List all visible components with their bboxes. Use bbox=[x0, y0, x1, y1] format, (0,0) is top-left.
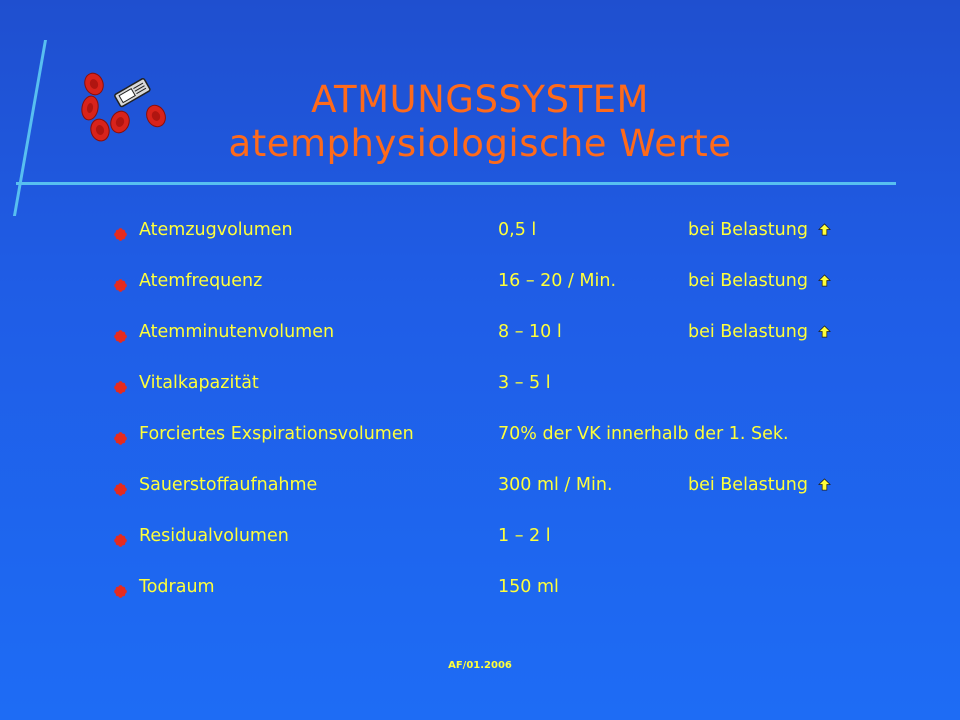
blood-cells-logo bbox=[76, 70, 176, 150]
values-list bbox=[114, 218, 874, 626]
item-note-text: bei Belastung bbox=[688, 322, 808, 342]
item-value: 70% der VK innerhalb der 1. Sek. bbox=[498, 424, 789, 444]
red-flower-bullet-icon bbox=[114, 328, 127, 341]
item-value: 3 – 5 l bbox=[498, 373, 551, 393]
red-flower-bullet-icon bbox=[114, 379, 127, 392]
red-flower-bullet-icon bbox=[114, 430, 127, 443]
item-label: Atemfrequenz bbox=[139, 271, 263, 291]
list-item bbox=[114, 320, 874, 371]
title-line-1: ATMUNGSSYSTEM bbox=[311, 78, 649, 121]
up-arrow-icon bbox=[818, 323, 831, 336]
list-item bbox=[114, 473, 874, 524]
item-note-text: bei Belastung bbox=[688, 220, 808, 240]
item-note bbox=[688, 271, 831, 291]
up-arrow-icon bbox=[818, 272, 831, 285]
up-arrow-icon bbox=[818, 476, 831, 489]
red-flower-bullet-icon bbox=[114, 277, 127, 290]
item-label: Forciertes Exspirationsvolumen bbox=[139, 424, 414, 444]
red-flower-bullet-icon bbox=[114, 583, 127, 596]
decorative-vertical-line bbox=[13, 40, 47, 216]
item-value: 16 – 20 / Min. bbox=[498, 271, 617, 291]
title-line-2: atemphysiologische Werte bbox=[228, 122, 732, 165]
list-item bbox=[114, 524, 874, 575]
list-item bbox=[114, 269, 874, 320]
item-label: Vitalkapazität bbox=[139, 373, 259, 393]
item-value: 8 – 10 l bbox=[498, 322, 562, 342]
item-note bbox=[688, 322, 831, 342]
item-note-text: bei Belastung bbox=[688, 271, 808, 291]
decorative-horizontal-line bbox=[16, 182, 896, 185]
list-item bbox=[114, 218, 874, 269]
up-arrow-icon bbox=[818, 221, 831, 234]
list-item bbox=[114, 371, 874, 422]
item-label: Residualvolumen bbox=[139, 526, 289, 546]
item-label: Atemminutenvolumen bbox=[139, 322, 335, 342]
red-flower-bullet-icon bbox=[114, 532, 127, 545]
item-value: 0,5 l bbox=[498, 220, 537, 240]
red-flower-bullet-icon bbox=[114, 481, 127, 494]
item-note-text: bei Belastung bbox=[688, 475, 808, 495]
list-item bbox=[114, 422, 874, 473]
item-value: 1 – 2 l bbox=[498, 526, 551, 546]
item-label: Atemzugvolumen bbox=[139, 220, 293, 240]
item-label: Todraum bbox=[139, 577, 215, 597]
item-value: 150 ml bbox=[498, 577, 559, 597]
footer-code: AF/01.2006 bbox=[448, 660, 512, 671]
item-label: Sauerstoffaufnahme bbox=[139, 475, 318, 495]
red-flower-bullet-icon bbox=[114, 226, 127, 239]
slide-title bbox=[180, 78, 780, 166]
list-item bbox=[114, 575, 874, 626]
item-value: 300 ml / Min. bbox=[498, 475, 613, 495]
item-note bbox=[688, 475, 831, 495]
item-note bbox=[688, 220, 831, 240]
